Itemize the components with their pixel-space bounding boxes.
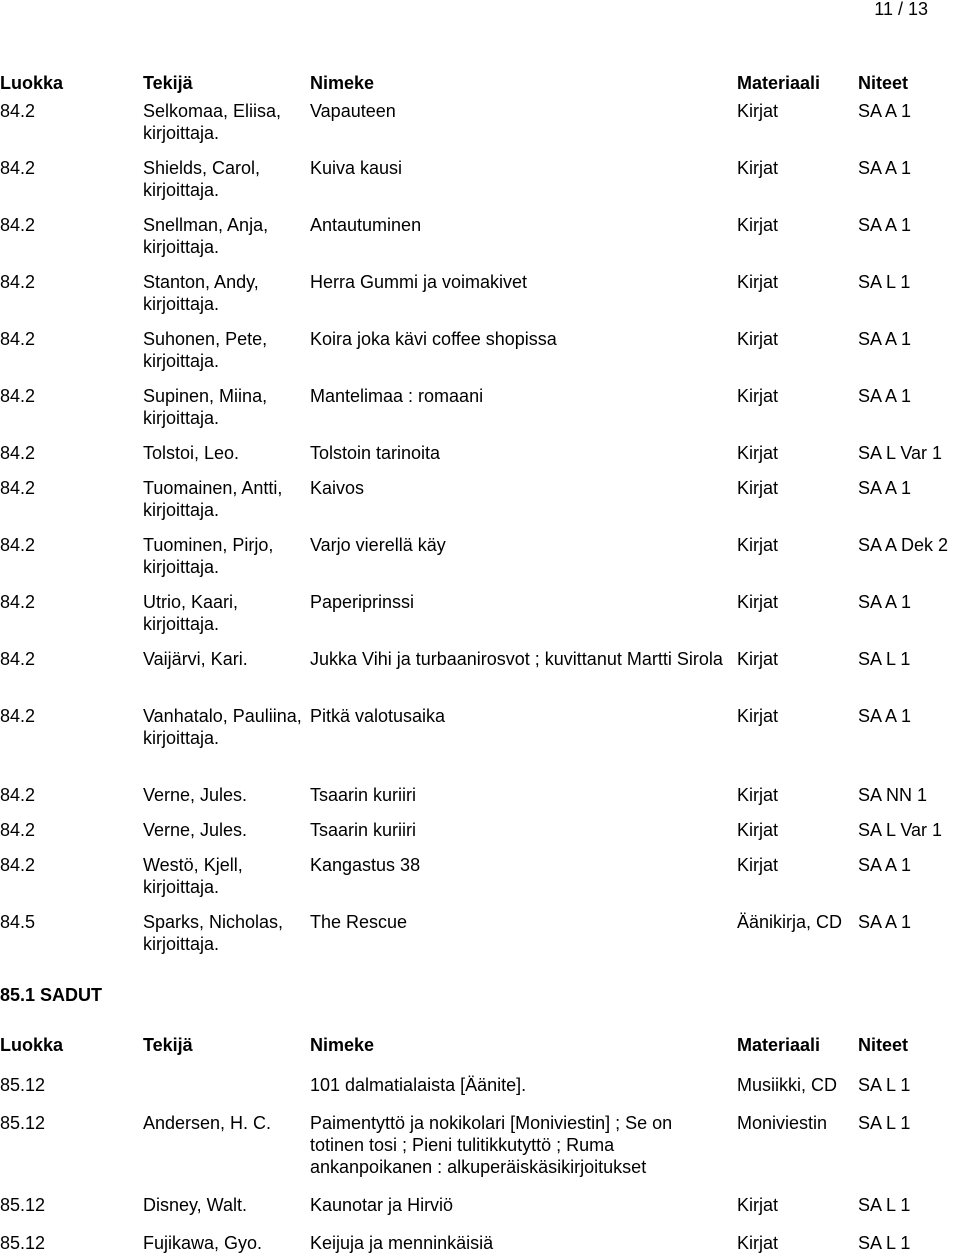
catalog-table-85	[0, 1034, 960, 1254]
cell-materiaali: Kirjat	[737, 272, 779, 292]
cell-materiaali: Moniviestin	[737, 1113, 828, 1133]
cell-luokka: 85.12	[0, 1113, 46, 1133]
cell-niteet: SA A 1	[858, 478, 912, 498]
cell-materiaali: Kirjat	[737, 820, 779, 840]
table-row	[0, 911, 960, 955]
cell-materiaali: Kirjat	[737, 215, 779, 235]
table-row	[0, 214, 960, 258]
cell-luokka: 85.12	[0, 1195, 46, 1215]
cell-nimeke: Paimentyttö ja nokikolari [Moniviestin] ; Se on totinen tosi ; Pieni tulitikkutyttö ; Ruma ankanpoikanen : alkuperäiskäsikirjoitukset	[310, 1113, 673, 1177]
cell-tekija: Vanhatalo, Pauliina, kirjoittaja.	[143, 706, 302, 748]
cell-nimeke: Tsaarin kuriiri	[310, 785, 417, 805]
cell-materiaali: Kirjat	[737, 329, 779, 349]
cell-tekija: Shields, Carol, kirjoittaja.	[143, 158, 261, 200]
cell-nimeke: Koira joka kävi coffee shopissa	[310, 329, 557, 349]
cell-nimeke: Mantelimaa : romaani	[310, 386, 484, 406]
table-row	[0, 385, 960, 429]
cell-tekija: Tuomainen, Antti, kirjoittaja.	[143, 478, 283, 520]
table-row	[0, 705, 960, 771]
cell-luokka: 84.5	[0, 912, 36, 932]
cell-niteet: SA A 1	[858, 329, 912, 349]
cell-tekija: Disney, Walt.	[143, 1195, 248, 1215]
cell-luokka: 84.2	[0, 592, 36, 612]
cell-niteet: SA A Dek 2	[858, 535, 949, 555]
cell-tekija: Snellman, Anja, kirjoittaja.	[143, 215, 269, 257]
header-niteet: Niteet	[858, 1035, 909, 1055]
header-luokka: Luokka	[0, 1035, 64, 1055]
table-row	[0, 784, 960, 806]
table-row	[0, 1232, 960, 1254]
table-row	[0, 819, 960, 841]
cell-tekija: Selkomaa, Eliisa, kirjoittaja.	[143, 101, 282, 143]
cell-niteet: SA L 1	[858, 1075, 911, 1095]
cell-niteet: SA L 1	[858, 1195, 911, 1215]
cell-materiaali: Kirjat	[737, 1233, 779, 1253]
cell-niteet: SA L Var 1	[858, 820, 943, 840]
cell-tekija: Tolstoi, Leo.	[143, 443, 240, 463]
cell-niteet: SA L 1	[858, 272, 911, 292]
header-tekija: Tekijä	[143, 73, 193, 93]
cell-niteet: SA A 1	[858, 101, 912, 121]
cell-luokka: 84.2	[0, 386, 36, 406]
cell-luokka: 84.2	[0, 855, 36, 875]
header-niteet: Niteet	[858, 73, 909, 93]
table-row	[0, 854, 960, 898]
table-row	[0, 477, 960, 521]
table-row	[0, 271, 960, 315]
cell-nimeke: Herra Gummi ja voimakivet	[310, 272, 528, 292]
header-materiaali: Materiaali	[737, 73, 821, 93]
cell-nimeke: Varjo vierellä käy	[310, 535, 446, 555]
cell-niteet: SA A 1	[858, 912, 912, 932]
header-materiaali: Materiaali	[737, 1035, 821, 1055]
table-header	[0, 72, 960, 94]
cell-tekija: Fujikawa, Gyo.	[143, 1233, 263, 1253]
table-row	[0, 157, 960, 201]
cell-tekija: Stanton, Andy, kirjoittaja.	[143, 272, 259, 314]
cell-materiaali: Äänikirja, CD	[737, 912, 843, 932]
cell-luokka: 85.12	[0, 1233, 46, 1253]
cell-tekija: Verne, Jules.	[143, 820, 248, 840]
cell-nimeke: Kaivos	[310, 478, 365, 498]
cell-tekija: Sparks, Nicholas, kirjoittaja.	[143, 912, 284, 954]
cell-tekija: Utrio, Kaari, kirjoittaja.	[143, 592, 239, 634]
cell-materiaali: Kirjat	[737, 101, 779, 121]
cell-nimeke: Jukka Vihi ja turbaanirosvot ; kuvittanut Martti Sirola	[310, 649, 723, 669]
cell-materiaali: Kirjat	[737, 785, 779, 805]
cell-luokka: 85.12	[0, 1075, 46, 1095]
header-nimeke: Nimeke	[310, 73, 375, 93]
cell-tekija: Verne, Jules.	[143, 785, 248, 805]
cell-materiaali: Kirjat	[737, 535, 779, 555]
cell-tekija: Andersen, H. C.	[143, 1113, 272, 1133]
cell-nimeke: Kangastus 38	[310, 855, 421, 875]
cell-materiaali: Kirjat	[737, 649, 779, 669]
cell-luokka: 84.2	[0, 329, 36, 349]
cell-luokka: 84.2	[0, 649, 36, 669]
cell-tekija: Supinen, Miina, kirjoittaja.	[143, 386, 268, 428]
cell-niteet: SA A 1	[858, 706, 912, 726]
cell-nimeke: Paperiprinssi	[310, 592, 415, 612]
cell-tekija: Westö, Kjell, kirjoittaja.	[143, 855, 243, 897]
cell-niteet: SA L 1	[858, 1113, 911, 1133]
table-row	[0, 328, 960, 372]
table-row	[0, 442, 960, 464]
cell-niteet: SA L Var 1	[858, 443, 943, 463]
cell-nimeke: 101 dalmatialaista [Äänite].	[310, 1075, 527, 1095]
cell-luokka: 84.2	[0, 535, 36, 555]
cell-materiaali: Kirjat	[737, 1195, 779, 1215]
cell-materiaali: Musiikki, CD	[737, 1075, 838, 1095]
cell-tekija: Suhonen, Pete, kirjoittaja.	[143, 329, 268, 371]
cell-niteet: SA L 1	[858, 649, 911, 669]
table-row	[0, 1112, 960, 1178]
cell-luokka: 84.2	[0, 706, 36, 726]
cell-materiaali: Kirjat	[737, 855, 779, 875]
cell-luokka: 84.2	[0, 478, 36, 498]
table-row	[0, 591, 960, 635]
cell-nimeke: Kuiva kausi	[310, 158, 403, 178]
cell-materiaali: Kirjat	[737, 592, 779, 612]
cell-niteet: SA A 1	[858, 158, 912, 178]
cell-niteet: SA A 1	[858, 215, 912, 235]
header-luokka: Luokka	[0, 73, 64, 93]
catalog-table-84	[0, 72, 960, 955]
cell-luokka: 84.2	[0, 272, 36, 292]
cell-niteet: SA A 1	[858, 386, 912, 406]
cell-nimeke: Vapauteen	[310, 101, 396, 121]
table-row	[0, 1074, 960, 1096]
cell-nimeke: Antautuminen	[310, 215, 422, 235]
cell-luokka: 84.2	[0, 215, 36, 235]
table-row	[0, 648, 960, 692]
cell-nimeke: Pitkä valotusaika	[310, 706, 446, 726]
cell-luokka: 84.2	[0, 158, 36, 178]
cell-nimeke: Kaunotar ja Hirviö	[310, 1195, 454, 1215]
header-tekija: Tekijä	[143, 1035, 193, 1055]
section-title: 85.1 SADUT	[0, 985, 103, 1005]
header-nimeke: Nimeke	[310, 1035, 375, 1055]
table-header	[0, 1034, 960, 1056]
cell-materiaali: Kirjat	[737, 386, 779, 406]
cell-nimeke: Tsaarin kuriiri	[310, 820, 417, 840]
cell-nimeke: The Rescue	[310, 912, 408, 932]
cell-luokka: 84.2	[0, 443, 36, 463]
cell-materiaali: Kirjat	[737, 443, 779, 463]
cell-nimeke: Keijuja ja menninkäisiä	[310, 1233, 494, 1253]
cell-niteet: SA A 1	[858, 855, 912, 875]
page-number: 11 / 13	[874, 0, 928, 19]
cell-tekija: Vaijärvi, Kari.	[143, 649, 248, 669]
cell-niteet: SA A 1	[858, 592, 912, 612]
cell-materiaali: Kirjat	[737, 706, 779, 726]
cell-nimeke: Tolstoin tarinoita	[310, 443, 441, 463]
cell-tekija: Tuominen, Pirjo, kirjoittaja.	[143, 535, 274, 577]
table-row	[0, 1194, 960, 1216]
cell-niteet: SA L 1	[858, 1233, 911, 1253]
cell-luokka: 84.2	[0, 101, 36, 121]
cell-luokka: 84.2	[0, 785, 36, 805]
cell-materiaali: Kirjat	[737, 478, 779, 498]
cell-luokka: 84.2	[0, 820, 36, 840]
table-row	[0, 534, 960, 578]
table-row	[0, 100, 960, 144]
cell-materiaali: Kirjat	[737, 158, 779, 178]
cell-niteet: SA NN 1	[858, 785, 928, 805]
